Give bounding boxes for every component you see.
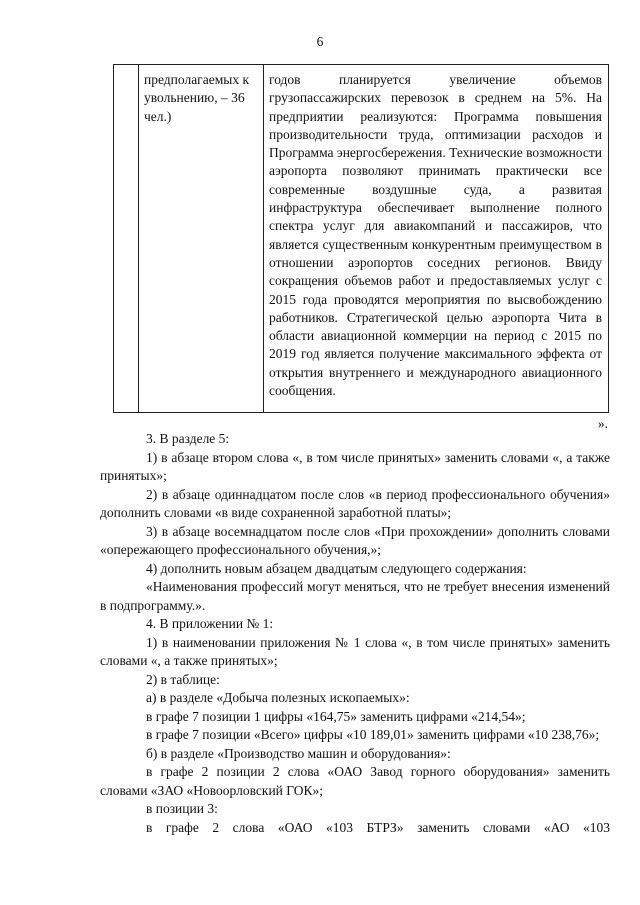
amendment-item: 4) дополнить новым абзацем двадцатым следующего содержания: [146, 560, 527, 576]
amendment-item: а) в разделе «Добыча полезных ископаемых»: [146, 690, 410, 705]
closing-quote: ». [597, 416, 608, 431]
amendment-item: б) в разделе «Производство машин и оборудования»: [146, 745, 451, 761]
amendment-item: в графе 2 позиции 2 слова «ОАО Завод горного оборудования» заменить словами «ЗАО «Новоорловский ГОК»; [100, 764, 610, 798]
amendment-item: 1) в абзаце втором слова «, в том числе принятых» заменить словами «, а также принятых»; [100, 449, 610, 483]
amendment-item: в графе 2 слова «ОАО «103 БТРЗ» заменить словами «АО «103 [146, 819, 610, 835]
amendment-item: в графе 7 позиции 1 цифры «164,75» заменить цифрами «214,54»; [146, 708, 526, 724]
table-column-divider [263, 65, 264, 412]
amendment-item: в графе 7 позиции «Всего» цифры «10 189,01» заменить цифрами «10 238,76»; [146, 727, 600, 742]
amendment-item: в позиции 3: [146, 801, 218, 816]
amendment-item: 3) в абзаце восемнадцатом после слов «При прохождении» дополнить словами «опережающего профессионального обучения,»; [100, 523, 610, 557]
page-number: 6 [316, 34, 324, 49]
amendment-item: 2) в таблице: [146, 671, 220, 687]
table-cell-description: годов планируется увеличение объемов грузопассажирских перевозок в среднем на 5%. На предприятии реализуются: Программа повышения производительности труда, оптимизации расходов и Программа энергосбережения. Технические возможности аэропорта позволяют принимать практически все современные воздушные суда, а развитая инфраструктура обеспечивает выполнение полного спектра услуг для авиакомпаний и пассажиров, что является существенным конкурентным преимуществом в отношении аэропортов соседних регионов. Ввиду сокращения объемов работ и предоставляемых услуг с 2015 года проводятся мероприятия по высвобождению работников. Стратегической целью аэропорта Чита в области авиационной коммерции на период с 2015 по 2019 год является получение максимального эффекта от открытия внутреннего и международного авиационного сообщения. [269, 72, 602, 399]
table-cell-employees: предполагаемых к увольнению, – 36 чел.) [144, 72, 250, 124]
quoted-paragraph: «Наименования профессий могут меняться, что не требует внесения изменений в подпрограмму.». [100, 579, 610, 613]
continued-table [113, 64, 609, 413]
section-heading: 3. В разделе 5: [146, 431, 230, 446]
amendment-item: 1) в наименовании приложения № 1 слова «, в том числе принятых» заменить словами «, а также принятых»; [100, 634, 610, 668]
section-heading: 4. В приложении № 1: [146, 616, 274, 631]
table-column-divider [138, 65, 139, 412]
amendment-item: 2) в абзаце одиннадцатом после слов «в период профессионального обучения» дополнить словами «в виде сохраненной заработной платы»; [100, 486, 610, 520]
document-body [100, 430, 610, 837]
